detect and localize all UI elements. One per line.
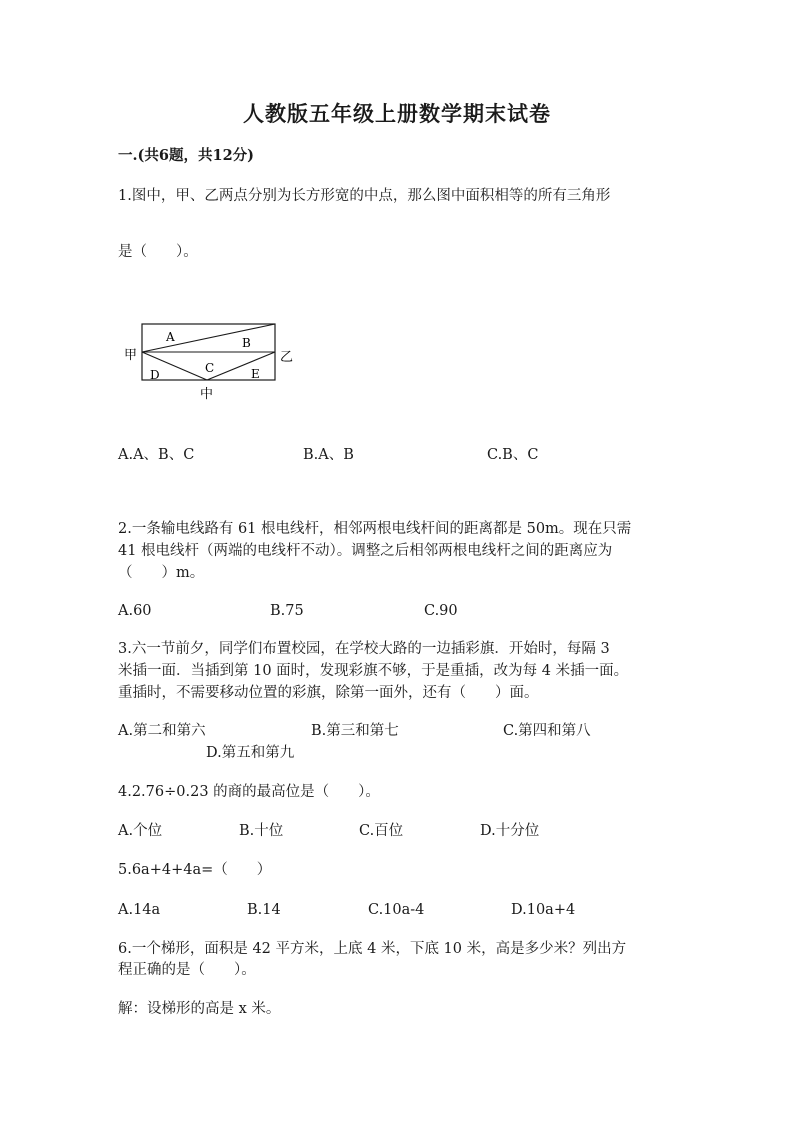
question-1-text-continued: 是（ ）。 xyxy=(118,244,198,260)
q4-option-a[interactable]: A.个位 xyxy=(118,823,163,839)
q5-option-d[interactable]: D.10a+4 xyxy=(511,902,576,918)
question-6-solution-start: 解：设梯形的高是 x 米。 xyxy=(118,1001,281,1017)
q5-option-a[interactable]: A.14a xyxy=(118,902,161,918)
q2-option-a[interactable]: A.60 xyxy=(118,603,152,619)
question-1-text: 1.图中，甲、乙两点分别为长方形宽的中点，那么图中面积相等的所有三角形 xyxy=(118,188,611,204)
right-slant-line xyxy=(207,352,275,380)
question-3-text-end: 重插时，不需要移动位置的彩旗，除第一面外，还有（ ）面。 xyxy=(118,685,539,701)
question-5-text: 5.6a+4+4a=（ ） xyxy=(118,862,272,878)
figure-svg xyxy=(118,318,308,410)
question-6-text-continued: 程正确的是（ ）。 xyxy=(118,962,256,978)
q3-option-a[interactable]: A.第二和第六 xyxy=(118,723,206,739)
q2-option-c[interactable]: C.90 xyxy=(424,603,458,619)
section-heading: 一.(共6题，共12分) xyxy=(118,147,255,164)
rectangle-triangle-figure xyxy=(118,318,308,410)
region-label-a: A xyxy=(166,330,175,344)
question-2-text-end: （ ）m。 xyxy=(118,565,205,581)
q4-option-b[interactable]: B.十位 xyxy=(239,823,284,839)
q3-option-b[interactable]: B.第三和第七 xyxy=(311,723,399,739)
q4-option-c[interactable]: C.百位 xyxy=(359,823,404,839)
q3-option-c[interactable]: C.第四和第八 xyxy=(503,723,591,739)
point-label-right: 乙 xyxy=(280,350,294,365)
region-label-e: E xyxy=(251,367,260,381)
question-3-text: 3.六一节前夕，同学们布置校园，在学校大路的一边插彩旗．开始时，每隔 3 xyxy=(118,641,610,657)
region-label-b: B xyxy=(242,336,251,350)
question-2-text: 2.一条输电线路有 61 根电线杆，相邻两根电线杆间的距离都是 50m。现在只需 xyxy=(118,521,632,537)
q5-option-c[interactable]: C.10a-4 xyxy=(368,902,425,918)
region-label-c: C xyxy=(205,361,215,375)
q3-option-d[interactable]: D.第五和第九 xyxy=(206,745,295,761)
question-3-text-continued: 米插一面．当插到第 10 面时，发现彩旗不够，于是重插，改为每 4 米插一面。 xyxy=(118,663,629,679)
q1-option-c[interactable]: C.B、C xyxy=(487,447,539,463)
q5-option-b[interactable]: B.14 xyxy=(247,902,281,918)
question-2-text-continued: 41 根电线杆（两端的电线杆不动）。调整之后相邻两根电线杆之间的距离应为 xyxy=(118,543,613,559)
page-title: 人教版五年级上册数学期末试卷 xyxy=(243,101,551,126)
region-label-d: D xyxy=(150,368,160,382)
diagonal-line xyxy=(142,324,275,352)
question-4-text: 4.2.76÷0.23 的商的最高位是（ ）。 xyxy=(118,784,380,800)
q1-option-b[interactable]: B.A、B xyxy=(303,447,354,463)
question-6-text: 6.一个梯形，面积是 42 平方米，上底 4 米，下底 10 米，高是多少米？列出方 xyxy=(118,941,627,957)
q4-option-d[interactable]: D.十分位 xyxy=(480,823,540,839)
point-label-left: 甲 xyxy=(124,348,138,363)
point-label-bottom: 中 xyxy=(200,387,214,402)
q1-option-a[interactable]: A.A、B、C xyxy=(118,447,195,463)
q2-option-b[interactable]: B.75 xyxy=(270,603,304,619)
